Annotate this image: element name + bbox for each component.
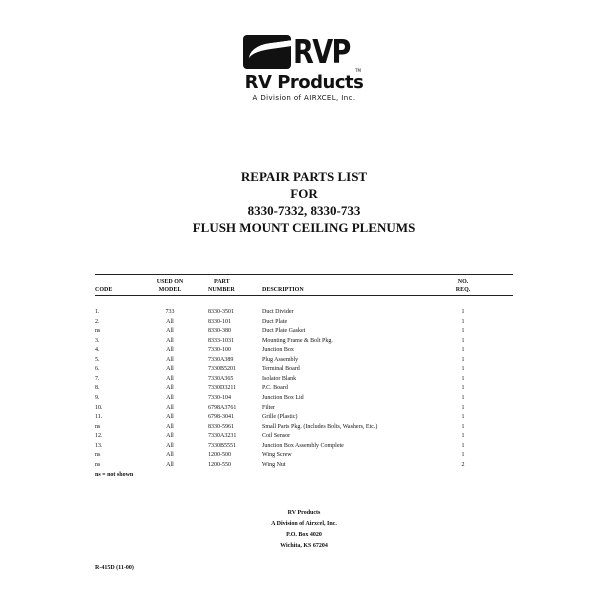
cell-code: ns (95, 423, 101, 430)
cell-qty: 1 (461, 356, 465, 363)
cell-model: All (166, 404, 174, 411)
table-row (95, 432, 513, 441)
table-row (95, 423, 513, 432)
cell-description: Junction Box (262, 347, 294, 354)
table-row (95, 442, 513, 451)
title-line-4: FLUSH MOUNT CEILING PLENUMS (192, 220, 416, 235)
table-row (95, 346, 513, 355)
cell-qty: 1 (461, 404, 465, 411)
cell-qty: 1 (461, 309, 465, 315)
cell-description: Wing Screw (262, 452, 292, 459)
table-row (95, 356, 513, 365)
cell-part-number: 7330A365 (208, 375, 234, 382)
cell-description: Grille (Plastic) (262, 414, 298, 421)
cell-code: 3. (95, 337, 100, 344)
address-line-3: P.O. Box 4020 (286, 532, 322, 538)
cell-model: 733 (165, 309, 175, 315)
cell-code: 9. (95, 394, 100, 401)
title-line-1: REPAIR PARTS LIST (240, 169, 368, 184)
table-row (95, 327, 513, 336)
cell-part-number: 7330A389 (208, 356, 234, 363)
header-part-bottom: NUMBER (208, 287, 235, 293)
cell-part-number: 8330-380 (208, 328, 231, 335)
cell-qty: 1 (461, 347, 465, 354)
cell-code: ns (95, 461, 101, 468)
cell-part-number: 7330A3231 (208, 433, 237, 440)
cell-qty: 1 (461, 318, 465, 325)
cell-model: All (166, 375, 174, 382)
cell-model: All (166, 394, 174, 401)
cell-description: Duct Plate Gasket (262, 328, 306, 335)
document-title (0, 168, 608, 236)
cell-qty: 1 (461, 452, 465, 459)
cell-model: All (166, 356, 174, 363)
cell-code: 8. (95, 385, 100, 392)
table-row (95, 337, 513, 346)
cell-code: 2. (95, 318, 100, 325)
cell-qty: 2 (461, 461, 465, 468)
cell-part-number: 7330B5201 (208, 366, 237, 373)
table-row (95, 375, 513, 384)
cell-description: Coil Sensor (262, 433, 291, 440)
table-row (95, 413, 513, 422)
cell-model: All (166, 442, 174, 449)
footnote: ns = not shown (95, 472, 134, 478)
cell-qty: 1 (461, 414, 465, 421)
cell-part-number: 1200-550 (208, 461, 231, 468)
cell-code: 10. (95, 404, 103, 411)
header-part-top: PART (214, 279, 230, 285)
logo-company-name: RV Products (244, 72, 364, 93)
logo-wordmark: RVP (293, 32, 350, 71)
cell-description: Wing Nut (262, 461, 286, 468)
header-used-on-bottom: MODEL (158, 287, 182, 293)
cell-code: 6. (95, 366, 100, 373)
title-line-3: 8330-7332, 8330-733 (247, 203, 361, 218)
cell-code: 12. (95, 433, 103, 440)
title-line-2: FOR (290, 186, 318, 201)
cell-part-number: 8330-101 (208, 318, 231, 325)
table-row (95, 384, 513, 393)
cell-part-number: 7330B5551 (208, 442, 237, 449)
header-description: DESCRIPTION (262, 287, 304, 293)
table-row (95, 404, 513, 413)
cell-code: 13. (95, 442, 103, 449)
table-row (95, 394, 513, 403)
table-row (95, 461, 513, 470)
cell-qty: 1 (461, 366, 465, 373)
table-row (95, 365, 513, 374)
cell-model: All (166, 414, 174, 421)
header-used-on (147, 278, 193, 294)
address-line-4: Wichita, KS 67204 (280, 543, 328, 549)
cell-part-number: 6798A3761 (208, 404, 237, 411)
logo-trademark: TM (355, 68, 361, 73)
address-line-1: RV Products (287, 510, 321, 516)
cell-code: ns (95, 328, 101, 335)
cell-model: All (166, 328, 174, 335)
cell-model: All (166, 452, 174, 459)
cell-description: Filter (262, 404, 275, 411)
cell-qty: 1 (461, 394, 465, 401)
cell-description: Isolator Blank (262, 375, 297, 382)
cell-qty: 1 (461, 385, 465, 392)
cell-model: All (166, 433, 174, 440)
cell-qty: 1 (461, 423, 465, 430)
header-req-bottom: REQ. (455, 287, 471, 293)
cell-qty: 1 (461, 337, 465, 344)
cell-part-number: 8330-5961 (208, 423, 234, 430)
cell-model: All (166, 318, 174, 325)
cell-part-number: 8333-1031 (208, 337, 234, 344)
cell-description: Small Parts Pkg. (Includes Bolts, Washers, Etc.) (262, 423, 378, 430)
logo-mark-icon (243, 35, 291, 69)
cell-description: Mounting Frame & Bolt Pkg. (262, 337, 333, 344)
cell-description: Terminal Board (262, 366, 300, 373)
cell-part-number: 8330-3501 (208, 309, 234, 315)
cell-description: Duct Divider (262, 309, 294, 315)
table-row (95, 451, 513, 460)
header-no-req (447, 278, 479, 294)
header-req-top: NO. (457, 279, 469, 285)
company-logo (243, 32, 365, 107)
table-top-rule (95, 274, 513, 275)
header-used-on-top: USED ON (156, 279, 184, 285)
header-part-number (208, 278, 235, 294)
table-row (95, 318, 513, 327)
cell-model: All (166, 385, 174, 392)
cell-model: All (166, 366, 174, 373)
cell-part-number: 1200-500 (208, 452, 231, 459)
cell-qty: 1 (461, 328, 465, 335)
cell-qty: 1 (461, 375, 465, 382)
cell-code: 5. (95, 356, 100, 363)
cell-part-number: 7330-104 (208, 394, 231, 401)
logo-subtitle: A Division of AIRXCEL, Inc. (252, 94, 356, 102)
cell-description: Plug Assembly (262, 356, 299, 363)
cell-description: P.C. Board (262, 385, 288, 392)
form-number: R-415D (11-00) (95, 565, 134, 571)
table-row (95, 308, 513, 317)
cell-description: Junction Box Assembly Complete (262, 442, 344, 449)
cell-model: All (166, 347, 174, 354)
cell-code: ns (95, 452, 101, 459)
company-address (0, 508, 608, 552)
cell-code: 1. (95, 309, 100, 315)
cell-model: All (166, 461, 174, 468)
cell-qty: 1 (461, 442, 465, 449)
cell-model: All (166, 423, 174, 430)
cell-code: 7. (95, 375, 100, 382)
address-line-2: A Division of Airxcel, Inc. (271, 521, 337, 527)
cell-code: 4. (95, 347, 100, 354)
table-header-rule (95, 295, 513, 296)
cell-model: All (166, 337, 174, 344)
cell-part-number: 7330D3211 (208, 385, 237, 392)
cell-description: Duct Plate (262, 318, 288, 325)
cell-code: 11. (95, 414, 103, 421)
cell-part-number: 7330-100 (208, 347, 231, 354)
cell-part-number: 6798-3041 (208, 414, 234, 421)
header-code: CODE (95, 287, 113, 293)
cell-qty: 1 (461, 433, 465, 440)
cell-description: Junction Box Lid (262, 394, 304, 401)
